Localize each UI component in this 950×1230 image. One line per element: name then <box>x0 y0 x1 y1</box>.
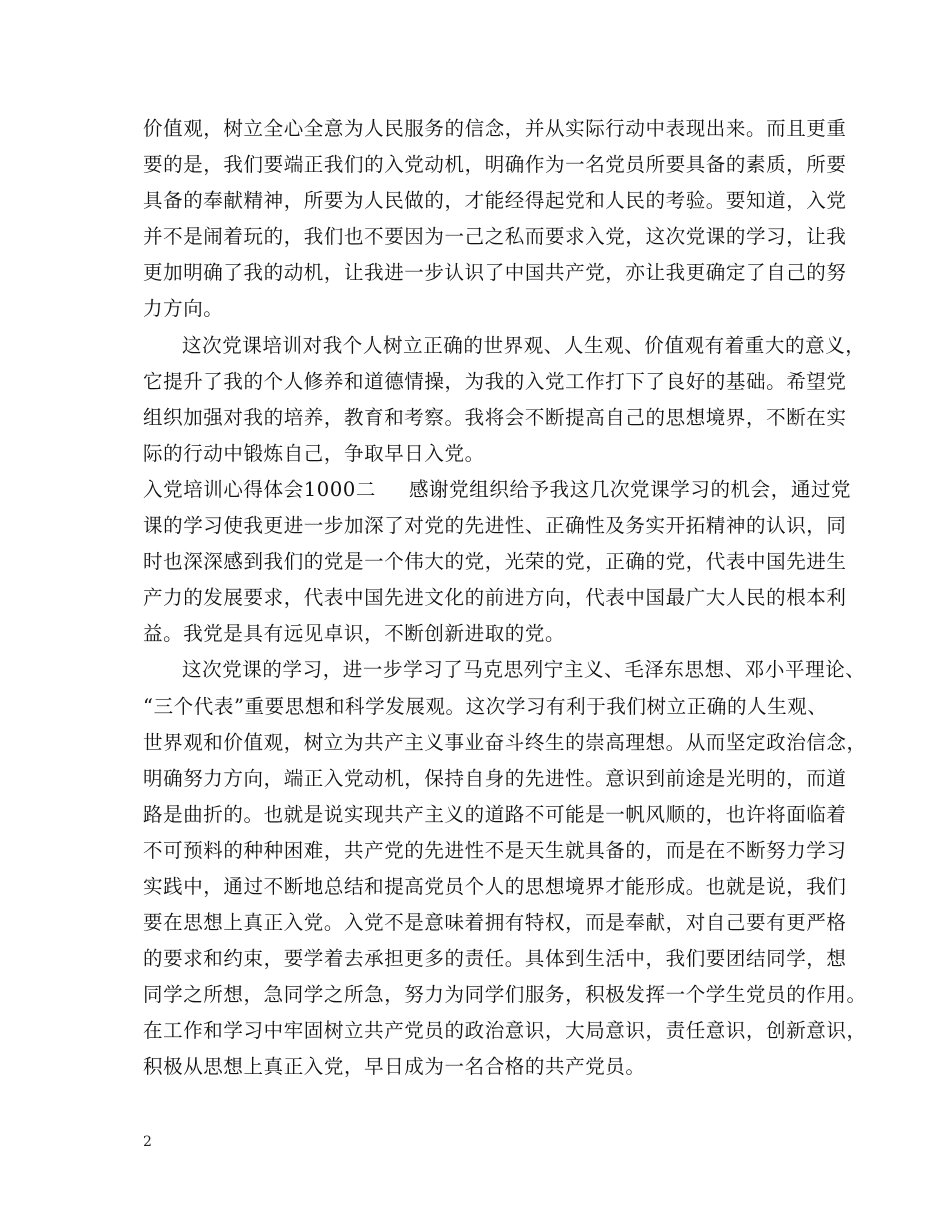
text-line: 的要求和约束，要学着去承担更多的责任。具体到生活中，我们要团结同学，想 <box>143 947 847 971</box>
text-line: 积极从思想上真正入党，早日成为一名合格的共产党员。 <box>143 1055 646 1079</box>
text-line: 具备的奉献精神，所要为人民做的，才能经得起党和人民的考验。要知道，入党 <box>143 189 847 213</box>
paragraph-first-segment: 感谢党组织给予我这几次党课学习的机会，通过党 <box>408 477 852 501</box>
text-line: 时也深深感到我们的党是一个伟大的党，光荣的党，正确的党，代表中国先进生 <box>143 550 847 574</box>
text-line: 益。我党是具有远见卓识，不断创新进取的党。 <box>143 622 566 646</box>
text-line: 课的学习使我更进一步加深了对党的先进性、正确性及务实开拓精神的认识，同 <box>143 514 847 538</box>
text-line: 它提升了我的个人修养和道德情操，为我的入党工作打下了良好的基础。希望党 <box>143 369 847 393</box>
text-line: 不可预料的种种困难，共产党的先进性不是天生就具备的，而是在不断努力学习 <box>143 838 847 862</box>
text-line: 同学之所想，急同学之所急，努力为同学们服务，积极发挥一个学生党员的作用。 <box>143 983 867 1007</box>
text-line: 组织加强对我的培养，教育和考察。我将会不断提高自己的思想境界，不断在实 <box>143 405 847 429</box>
text-line: 实践中，通过不断地总结和提高党员个人的思想境界才能形成。也就是说，我们 <box>143 874 847 898</box>
text-line: 更加明确了我的动机，让我进一步认识了中国共产党，亦让我更确定了自己的努 <box>143 261 847 285</box>
text-line: 要的是，我们要端正我们的入党动机，明确作为一名党员所要具备的素质，所要 <box>143 153 847 177</box>
text-line: 路是曲折的。也就是说实现共产主义的道路不可能是一帆风顺的，也许将面临着 <box>143 802 847 826</box>
document-body <box>143 111 867 1086</box>
text-line: “三个代表”重要思想和科学发展观。这次学习有利于我们树立正确的人生观、 <box>143 694 828 718</box>
text-line: 要在思想上真正入党。入党不是意味着拥有特权，而是奉献，对自己要有更严格 <box>143 911 847 935</box>
text-line: 际的行动中锻炼自己，争取早日入党。 <box>143 441 485 465</box>
text-line: 价值观，树立全心全意为人民服务的信念，并从实际行动中表现出来。而且更重 <box>143 117 847 140</box>
section-heading: 入党培训心得体会1000二 <box>143 477 376 501</box>
text-line: 世界观和价值观，树立为共产主义事业奋斗终生的崇高理想。从而坚定政治信念， <box>143 730 867 754</box>
page-number: 2 <box>143 1134 152 1150</box>
text-line: 并不是闹着玩的，我们也不要因为一己之私而要求入党，这次党课的学习，让我 <box>143 225 847 249</box>
text-line: 在工作和学习中牢固树立共产党员的政治意识，大局意识，责任意识，创新意识， <box>143 1019 867 1043</box>
section-heading-line <box>143 472 852 508</box>
text-line: 力方向。 <box>143 297 224 321</box>
text-line: 明确努力方向，端正入党动机，保持自身的先进性。意识到前途是光明的，而道 <box>143 766 847 790</box>
paragraph-start-line: 这次党课培训对我个人树立正确的世界观、人生观、价值观有着重大的意义， <box>182 333 866 357</box>
paragraph-start-line: 这次党课的学习，进一步学习了马克思列宁主义、毛泽东思想、邓小平理论、 <box>182 658 866 682</box>
text-line: 产力的发展要求，代表中国先进文化的前进方向，代表中国最广大人民的根本利 <box>143 586 847 610</box>
